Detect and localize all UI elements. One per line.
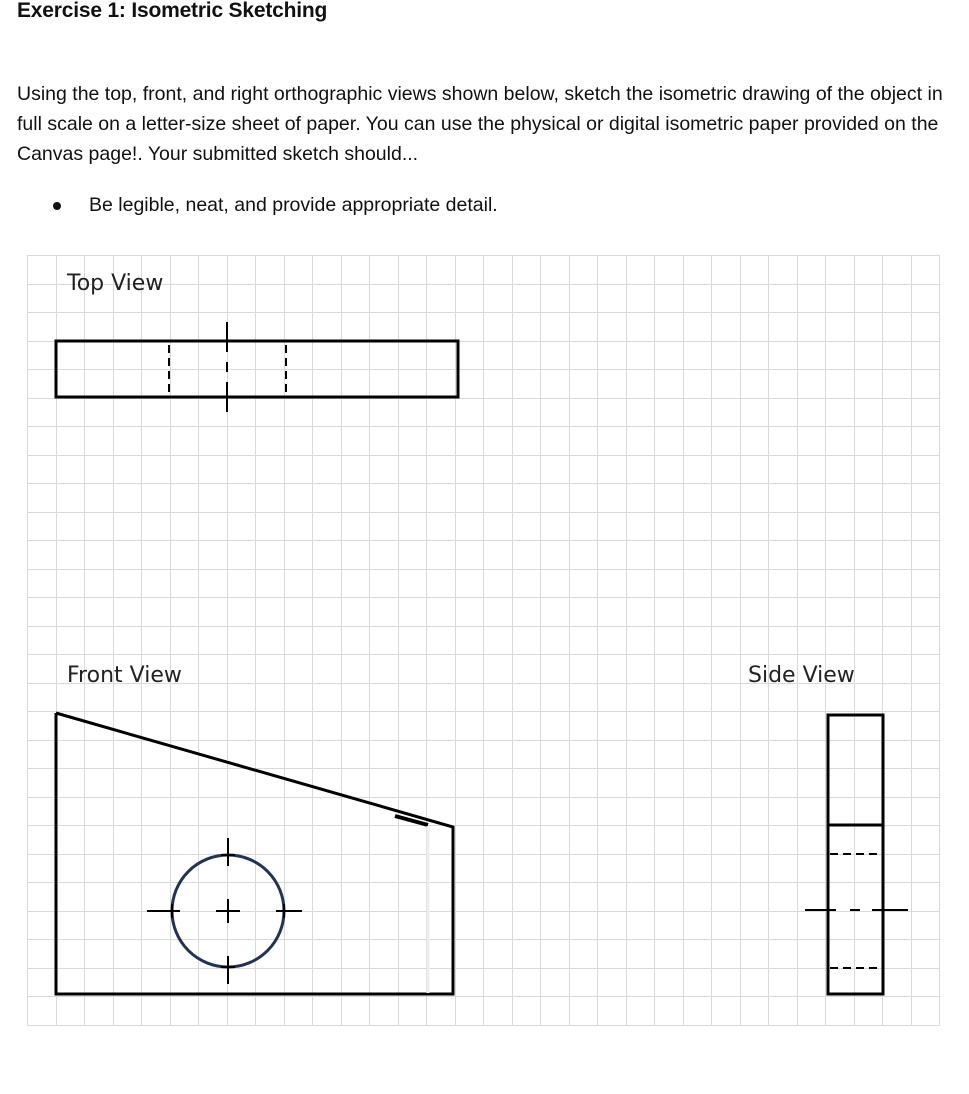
- side-view-centerline: [805, 903, 908, 917]
- front-view-label: Front View: [67, 663, 182, 688]
- front-view: [56, 713, 453, 994]
- top-view-label: Top View: [67, 271, 164, 296]
- instructions-paragraph: Using the top, front, and right orthographic views shown below, sketch the isometric drawing of the object in full scale on a letter-size sheet of paper. You can use the physical or digital isometric paper provided on the Canvas page!. Your submitted sketch should...: [17, 83, 943, 165]
- requirement-text: Be legible, neat, and provide appropriate detail.: [89, 194, 498, 216]
- side-view-label: Side View: [748, 663, 855, 688]
- top-view: [56, 322, 458, 412]
- front-view-outline: [56, 713, 453, 994]
- exercise-title: Exercise 1: Isometric Sketching: [17, 0, 328, 22]
- grid-paper: [27, 255, 940, 1026]
